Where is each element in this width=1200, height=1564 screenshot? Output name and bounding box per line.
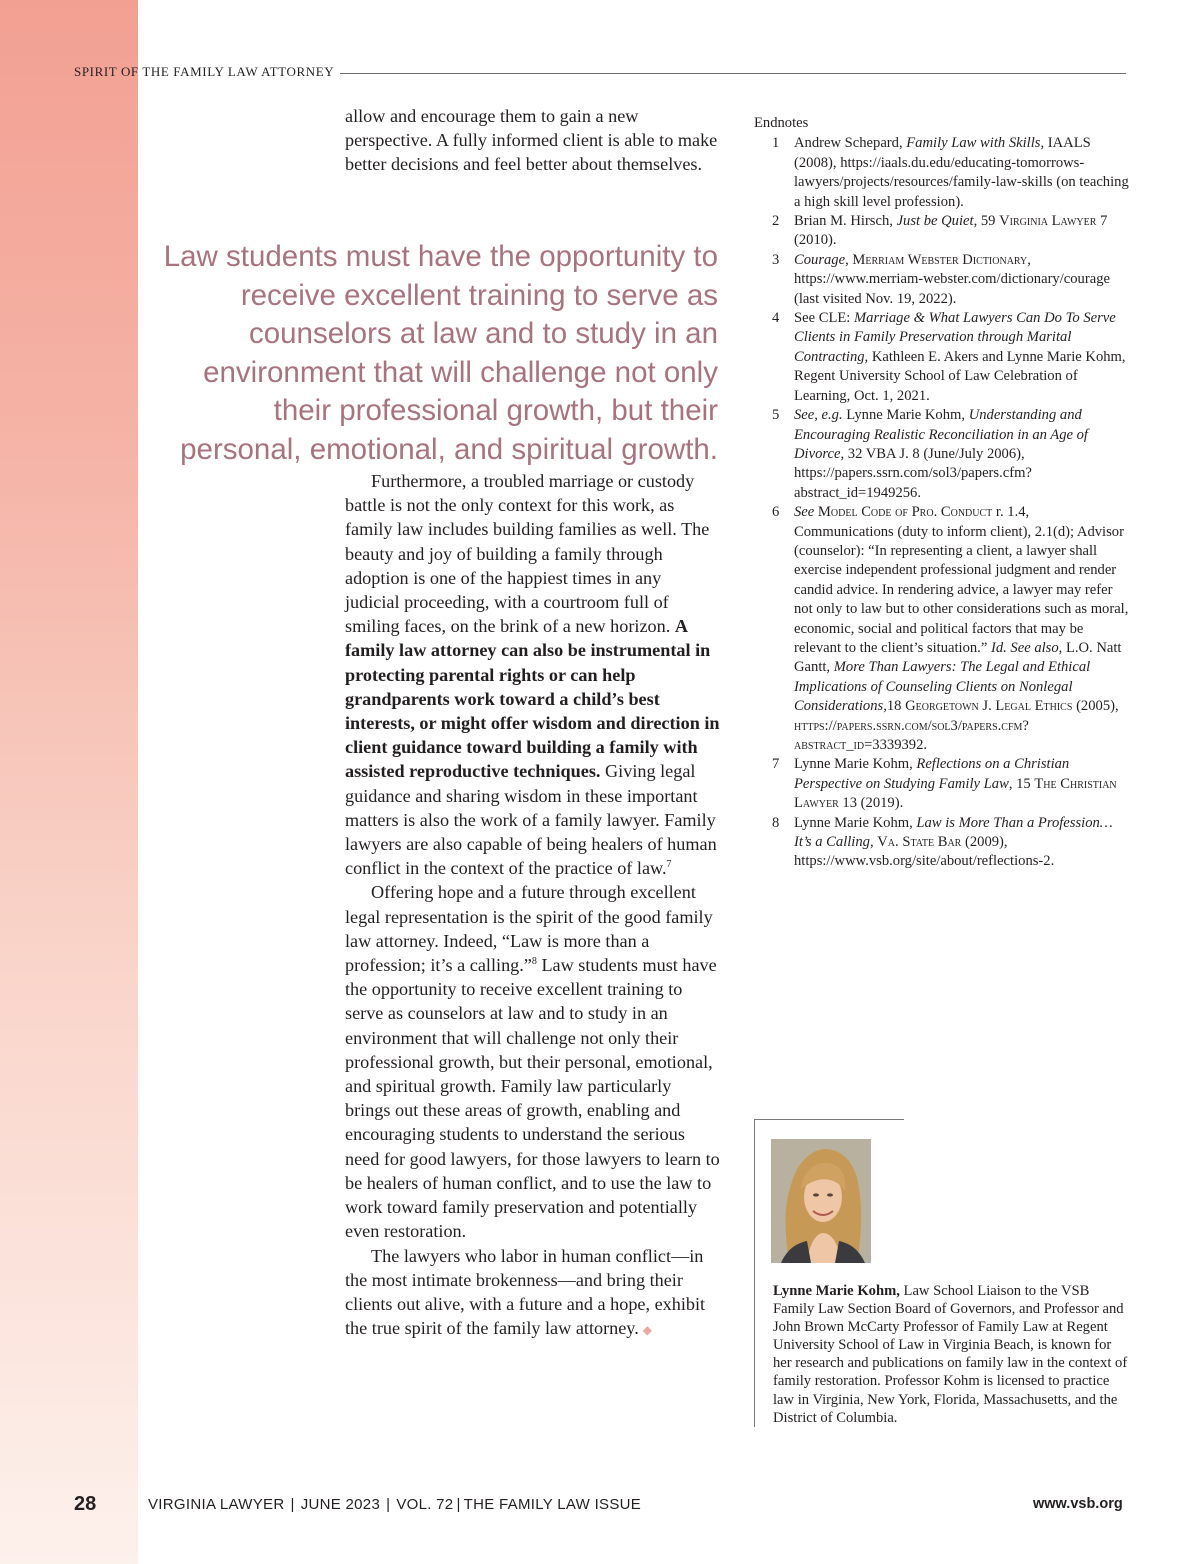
body-column-main [345,469,720,1342]
body-paragraph: Offering hope and a future through excellent legal representation is the spirit of the good family law attorney. Indeed, “Law is more than a profession; it’s a calling.”$^8$ Law students must have the opportunity to receive excellent training to serve as counselors at law and to study in an environment that will challenge not only their professional growth, but their personal, emotional, and spiritual growth. Family law particularly brings out these areas of growth, enabling and encouraging students to understand the serious need for good lawyers, for those lawyers to learn to be healers of human conflict, and to use the law to work toward family preservation and potentially even restoration. [345,882,720,1242]
running-head-rule [340,73,1126,74]
endnote-item: 1 Andrew Schepard, Family Law with Skills, IAALS (2008), https://iaals.du.edu/educating-tomorrows-lawyers/projects/resources/family-law-skills (on teaching a high skill level profession). [772,135,1129,210]
body-paragraph: Furthermore, a troubled marriage or custody battle is not the only context for this work, as family law includes building families as well. The beauty and joy of building a family through adoption is one of the happiest times in any judicial proceeding, with a courtroom full of smiling faces, on the brink of a new horizon. A family law attorney can also be instrumental in protecting parental rights or can help grandparents work toward a child’s best interests, or might offer wisdom and direction in client guidance toward building a family with assisted reproductive techniques. Giving legal guidance and sharing wisdom in these important matters is also the work of a family lawyer. Family lawyers are also capable of being healers of human conflict in the context of the practice of law.$^7$ [345,471,720,879]
footer-issue-title: THE FAMILY LAW ISSUE [463,1496,642,1513]
footer-publication: VIRGINIA LAWYER [148,1496,285,1513]
body-column-top [345,104,720,177]
footer-issue-date: JUNE 2023 [300,1496,381,1513]
author-bio [773,1282,1128,1427]
author-name: Lynne Marie Kohm, [773,1283,900,1299]
endnote-item: 3 Courage, Merriam Webster Dictionary, https://www.merriam-webster.com/dictionary/courage (last visited Nov. 19, 2022). [772,251,1110,307]
footer-volume: VOL. 72 [396,1496,454,1513]
bio-rule-horizontal [754,1119,904,1120]
body-paragraph: The lawyers who labor in human conflict—in the most intimate brokenness—and bring their clients out alive, with a future and a hope, exhibit the true spirit of the family law attorney. ◆ [345,1245,706,1339]
endnote-item: 7 Lynne Marie Kohm, Reflections on a Christian Perspective on Studying Family Law, 15 The Christian Lawyer 13 (2019). [772,756,1117,812]
end-mark-icon: ◆ [642,1323,653,1338]
pull-quote: Law students must have the opportunity to receive excellent training to serve as counselors at law and to study in an environment that will challenge not only their professional growth, but their personal, emotional, and spiritual growth. [163,240,718,466]
footnote-ref: 7 [666,859,672,871]
footer-url: www.vsb.org [1033,1496,1123,1512]
footer-publication-info: VIRGINIA LAWYER | JUNE 2023 | VOL. 72 | THE FAMILY LAW ISSUE [148,1496,642,1513]
running-head-title: SPIRIT OF THE FAMILY LAW ATTORNEY [74,64,335,79]
endnotes [754,114,1132,872]
endnote-item: 2 Brian M. Hirsch, Just be Quiet, 59 Virginia Lawyer 7 (2010). [772,213,1108,249]
endnotes-heading: Endnotes [754,115,809,131]
footnote-ref: 8 [531,956,537,967]
endnote-item: 6 See Model Code of Pro. Conduct r. 1.4, Communications (duty to inform client), 2.1(d); Advisor (counselor): “In representing a client, a lawyer shall exercise independent professional judgment and render candid advice. In rendering advice, a lawyer may refer not only to law but to other considerations such as moral, economic, social and political factors that may be relevant to the client’s situation.” Id. See also, L.O. Natt Gantt, More Than Lawyers: The Legal and Ethical Implications of Counseling Clients on Nonlegal Considerations,18 Georgetown J. Legal Ethics (2005), https://papers.ssrn.com/sol3/papers.cfm?abstract_id=3339392. [772,504,1129,753]
endnote-item: 4 See CLE: Marriage & What Lawyers Can Do To Serve Clients in Family Preservation through Marital Contracting, Kathleen E. Akers and Lynne Marie Kohm, Regent University School of Law Celebration of Learning, Oct. 1, 2021. [772,310,1126,404]
endnote-item: 5 See, e.g. Lynne Marie Kohm, Understanding and Encouraging Realistic Reconciliation in an Age of Divorce, 32 VBA J. 8 (June/July 2006), https://papers.ssrn.com/sol3/papers.cfm?abstract_id=1949256. [772,407,1088,501]
page-number: 28 [74,1493,97,1515]
emphasis-text: A family law attorney can also be instrumental in protecting parental rights or can help grandparents work toward a child’s best interests, or might offer wisdom and direction in client guidance toward building a family with assisted reproductive techniques. [345,616,720,782]
running-head [74,64,1126,80]
body-paragraph-continued: allow and encourage them to gain a new perspective. A fully informed client is able to make better decisions and feel better about themselves. [345,106,718,175]
bio-rule-vertical [754,1119,755,1427]
endnote-item: 8 Lynne Marie Kohm, Law is More Than a Profession… It’s a Calling, Va. State Bar (2009), https://www.vsb.org/site/about/reflections-2. [772,814,1113,870]
author-bio-text: Law School Liaison to the VSB Family Law Section Board of Governors, and Professor and John Brown McCarty Professor of Family Law at Regent University School of Law in Virginia Beach, is known for her research and publications on family law in the context of family restoration. Professor Kohm is licensed to practice law in Virginia, New York, Florida, Massachusetts, and the District of Columbia. [773,1283,1128,1426]
author-photo [771,1139,871,1263]
decorative-side-band [0,0,138,1564]
